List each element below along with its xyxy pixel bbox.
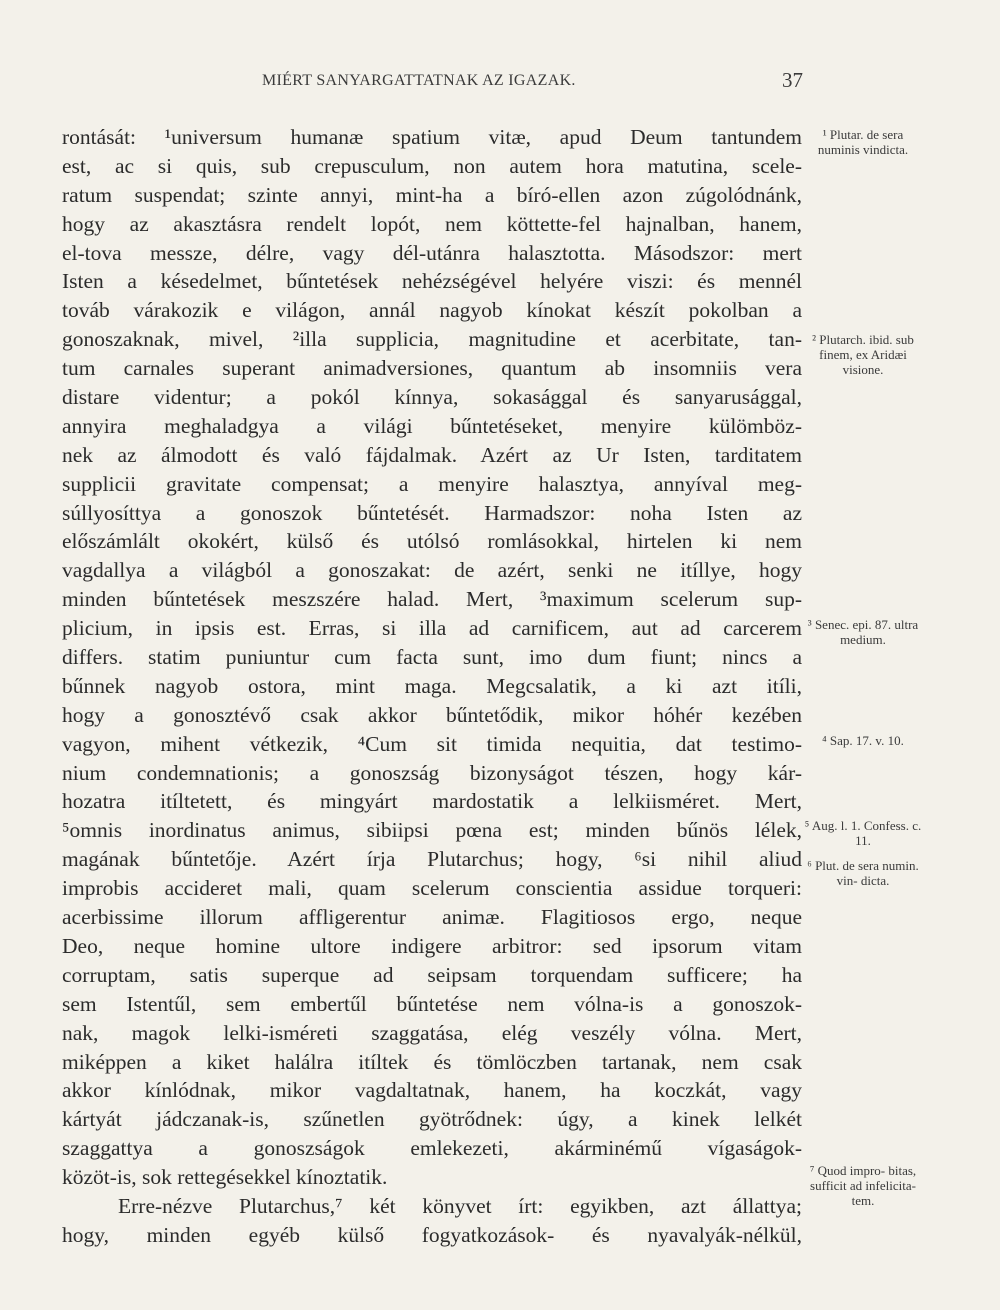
text-line: Erre-nézve Plutarchus,⁷ két könyvet írt: egyikben, azt állattya; (118, 1193, 802, 1218)
text-line: Isten a késedelmet, bűntetések nehézségével helyére viszi: és mennél (62, 269, 802, 294)
text-line: kártyát jádczanak-is, szűnetlen gyötrődnek: úgy, a kinek lelkét (62, 1107, 802, 1132)
text-line: el-tova messze, délre, vagy dél-utánra halasztotta. Másodszor: mert (62, 240, 802, 265)
text-line: sem Istentűl, sem embertűl bűntetése nem vólna-is a gonoszok- (62, 991, 802, 1016)
text-line: Deo, neque homine ultore indigere arbitror: sed ipsorum vitam (62, 933, 802, 958)
margin-note-2: ² Plutarch. ibid. sub finem, ex Aridæi visione. (812, 332, 914, 377)
text-line: corruptam, satis superque ad seipsam torquendam sufficere; ha (62, 962, 802, 987)
text-line: annyira meghaladgya a világi bűntetéseket, menyire külömböz- (62, 413, 802, 438)
text-line: hozatra itíltetett, és mingyárt mardostatik a lelkiisméret. Mert, (62, 789, 802, 814)
text-line: akkor kínlódnak, mikor vagdaltatnak, hanem, ha koczkát, vagy (62, 1078, 802, 1103)
text-line: nak, magok lelki-isméreti szaggatása, elég veszély vólna. Mert, (62, 1020, 802, 1045)
text-line: vagdallya a világból a gonoszakat: de azért, senki ne itíllye, hogy (62, 558, 802, 583)
text-line: ⁵omnis inordinatus animus, sibiipsi pœna est; minden bűnös lélek, (62, 818, 802, 843)
text-line: minden bűntetések meszszére halad. Mert, ³maximum scelerum sup- (62, 587, 802, 612)
margin-note-7: ⁷ Quod impro- bitas, sufficit ad infelicita- tem. (809, 1163, 917, 1208)
text-line: súllyosíttya a gonoszok bűntetését. Harmadszor: noha Isten az (62, 500, 802, 525)
page-number: 37 (782, 68, 803, 92)
text-line: továb várakozik e világon, annál nagyob kínokat készít pokolban a (62, 298, 802, 323)
text-line: magának bűntetője. Azért írja Plutarchus; hogy, ⁶si nihil aliud (62, 847, 802, 872)
text-line: gonoszaknak, mivel, ²illa supplicia, magnitudine et acerbitate, tan- (62, 327, 802, 352)
text-line: est, ac si quis, sub crepusculum, non autem hora matutina, scele- (62, 153, 802, 178)
text-line: közöt-is, sok rettegésekkel kínoztatik. (62, 1165, 388, 1190)
text-line: ratum suspendat; szinte annyi, mint-ha a bíró-ellen azon zúgolódnánk, (62, 182, 802, 207)
margin-note-5: ⁵ Aug. l. 1. Confess. c. 11. (804, 818, 922, 848)
margin-note-3: ³ Senec. epi. 87. ultra medium. (807, 617, 919, 647)
text-line: distare videntur; a pokól kínnya, sokasággal és sanyarusággal, (62, 385, 802, 410)
text-line: supplicii gravitate compensat; a menyire halasztya, annyíval meg- (62, 471, 802, 496)
main-text (62, 123, 802, 1250)
running-head: MIÉRT SANYARGATTATNAK AZ IGAZAK. (262, 72, 576, 89)
text-line: acerbissime illorum affligerentur animæ. Flagitiosos ergo, neque (62, 905, 802, 930)
text-line: differs. statim puniuntur cum facta sunt, imo dum fiunt; nincs a (62, 645, 802, 670)
text-line: plicium, in ipsis est. Erras, si illa ad carnificem, aut ad carcerem (62, 616, 802, 641)
text-line: előszámlált okokért, külső és utólsó romlásokkal, hirtelen ki nem (62, 529, 802, 554)
text-line: rontását: ¹universum humanæ spatium vitæ, apud Deum tantundem (62, 125, 802, 149)
text-line: szaggattya a gonoszságok emlekezeti, akárminémű vígaságok- (62, 1136, 802, 1161)
text-line: miképpen a kiket halálra itíltek és tömlöczben tartanak, nem csak (62, 1049, 802, 1074)
text-line: nium condemnationis; a gonoszság bizonyságot tészen, hogy kár- (62, 760, 802, 785)
margin-note-6: ⁶ Plut. de sera numin. vin- dicta. (807, 858, 919, 888)
text-line: hogy, minden egyéb külső fogyatkozások- és nyavalyák-nélkül, (62, 1222, 802, 1247)
text-line: vagyon, mihent vétkezik, ⁴Cum sit timida nequitia, dat testimo- (62, 731, 802, 756)
margin-note-4: ⁴ Sap. 17. v. 10. (822, 733, 904, 748)
text-line: hogy az akasztásra rendelt lopót, nem köttette-fel hajnalban, hanem, (62, 211, 802, 236)
text-line: hogy a gonosztévő csak akkor bűntetődik, mikor hóhér kezében (62, 702, 802, 727)
text-line: tum carnales superant animadversiones, quantum ab insomniis vera (62, 356, 802, 381)
text-line: improbis accideret mali, quam scelerum conscientia assidue torqueri: (62, 876, 802, 901)
text-line: nek az álmodott és való fájdalmak. Azért az Ur Isten, tarditatem (62, 442, 802, 467)
text-line: bűnnek nagyob ostora, mint maga. Megcsalatik, a ki azt itíli, (62, 673, 802, 698)
margin-note-1: ¹ Plutar. de sera numinis vindicta. (817, 127, 909, 157)
